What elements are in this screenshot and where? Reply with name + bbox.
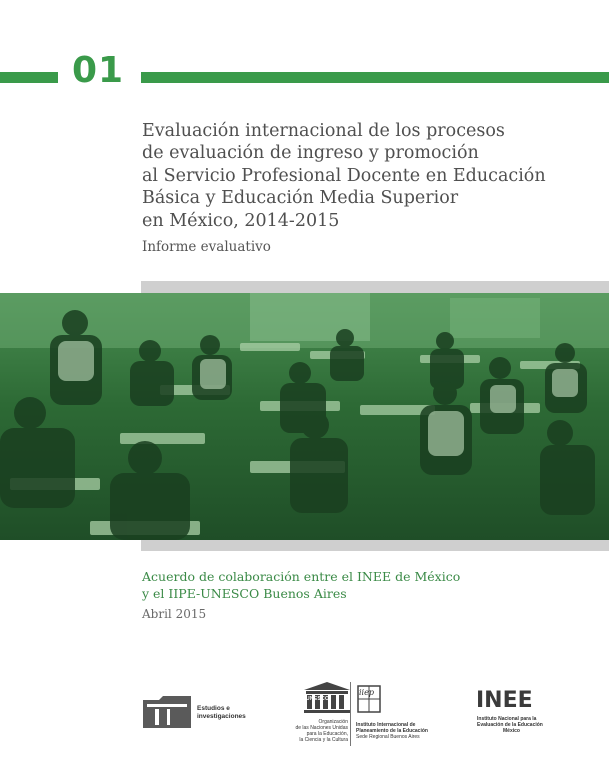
iiep-text: [356, 722, 442, 740]
classroom-photo: [0, 293, 609, 540]
chapter-number: 01: [72, 50, 125, 91]
publication-date: Abril 2015: [142, 607, 207, 621]
agreement-text: [142, 568, 472, 602]
agreement-line: y el IIPE-UNESCO Buenos Aires: [142, 586, 347, 601]
unesco-text-line: la Ciencia y la Cultura: [299, 737, 348, 743]
iiep-text-line: Sede Regional Buenos Aires: [356, 734, 420, 740]
unesco-text-line: Organización: [318, 719, 348, 725]
unesco-text-line: de las Naciones Unidas: [295, 725, 348, 731]
inee-text-line: Instituto Nacional para la: [477, 716, 537, 722]
title-line: al Servicio Profesional Docente en Educación: [142, 165, 546, 186]
photo-bottom-bar: [141, 540, 609, 551]
inee-text-line: México: [503, 728, 520, 734]
inee-text: [477, 716, 555, 734]
inee-wordmark: INEE: [476, 688, 533, 713]
iiep-text-line: Instituto Internacional de: [356, 722, 416, 728]
inee-text-line: Evaluación de la Educación: [477, 722, 543, 728]
title-line: Evaluación internacional de los procesos: [142, 121, 505, 141]
header-band-right: [141, 72, 609, 83]
series-logo-line: investigaciones: [197, 713, 246, 720]
title-line: Básica y Educación Media Superior: [142, 188, 459, 209]
title-line: en México, 2014-2015: [142, 210, 340, 231]
photo-top-bar: [141, 281, 609, 293]
report-title: [142, 120, 582, 232]
agreement-line: Acuerdo de colaboración entre el INEE de México: [142, 569, 461, 584]
iiep-text-line: Planeamiento de la Educación: [356, 728, 428, 734]
folder-icon: [141, 694, 195, 730]
unesco-iiep-logo: [292, 680, 442, 750]
unesco-text: [292, 719, 348, 743]
header-band-left: [0, 72, 58, 83]
title-line: de evaluación de ingreso y promoción: [142, 143, 479, 164]
series-logo: [141, 694, 251, 734]
unesco-text-line: para la Educación,: [306, 731, 348, 737]
classroom-photo-illustration: [0, 293, 609, 540]
report-subtitle: Informe evaluativo: [142, 239, 271, 255]
inee-logo: [476, 688, 556, 734]
logo-divider: [350, 682, 351, 746]
iiep-wordmark: iiep: [359, 688, 374, 697]
unesco-wordmark: UNESCO: [306, 696, 330, 702]
series-logo-line: Estudios e: [197, 705, 230, 712]
